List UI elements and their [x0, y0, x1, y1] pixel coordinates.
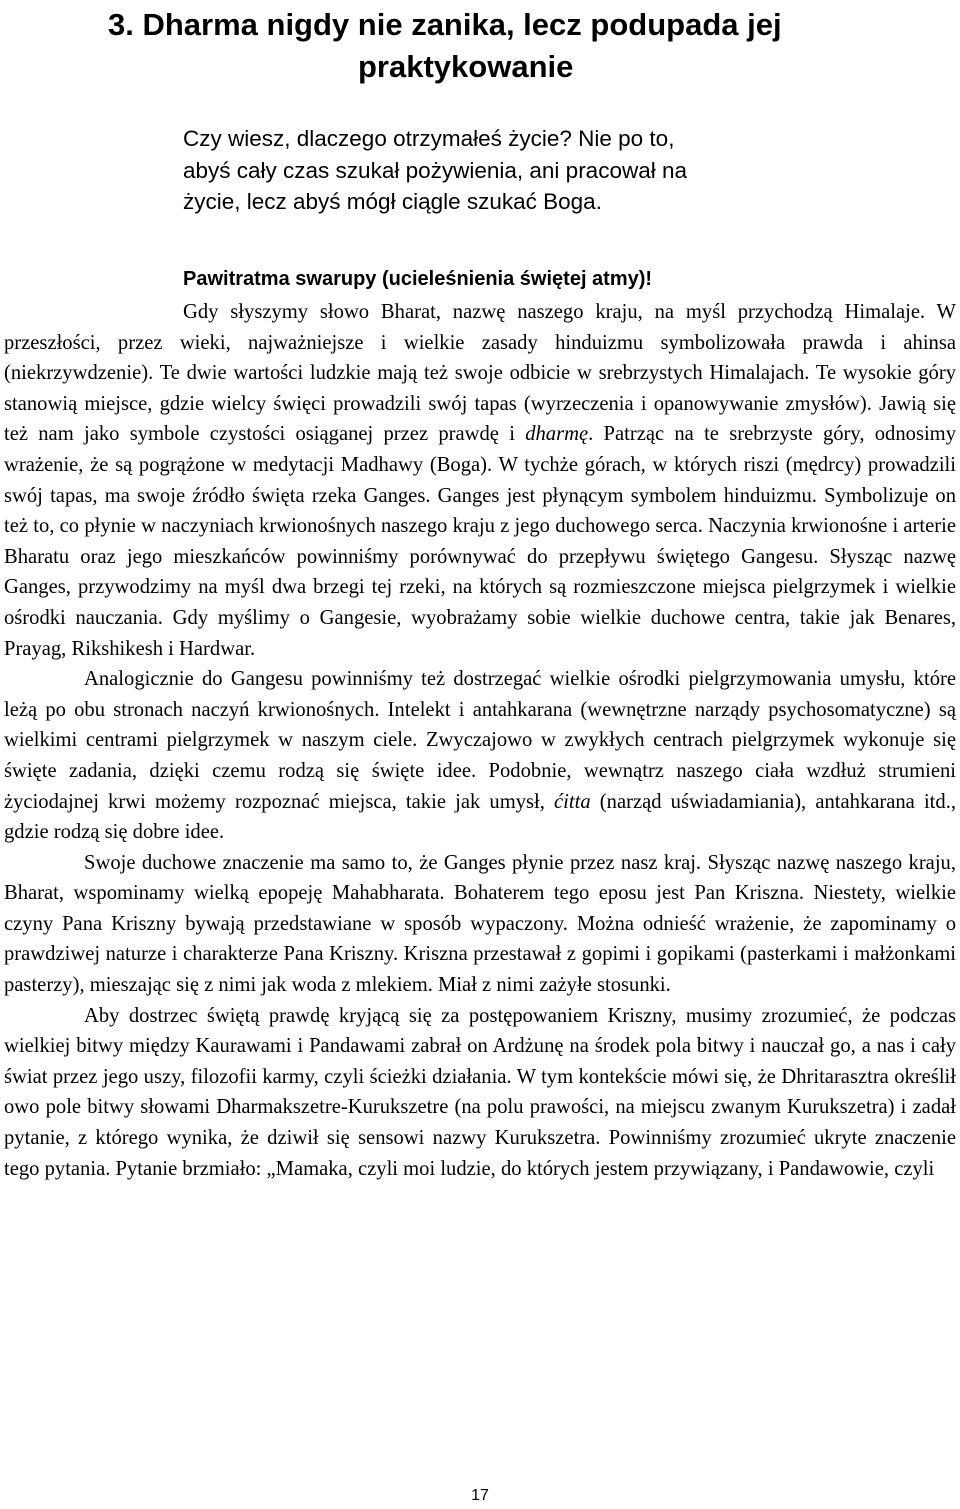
paragraph-1	[4, 297, 956, 664]
epigraph-line-1: Czy wiesz, dlaczego otrzymałeś życie? Nie po to,	[183, 126, 675, 151]
salutation-subheading: Pawitratma swarupy (ucieleśnienia świętej atmy)!	[183, 268, 653, 290]
epigraph-line-2: abyś cały czas szukał pożywienia, ani pracował na	[183, 157, 687, 183]
paragraph-2-italic-term: ćitta	[554, 790, 591, 813]
paragraph-2	[4, 664, 956, 848]
paragraph-1-text-a: Gdy słyszymy słowo Bharat, nazwę naszego kraju, na myśl przychodzą Himalaje. W przeszłości, przez wieki, najważniejsze i wielkie zasady hinduizmu symbolizowała prawda i ahinsa (niekrzywdzenie). Te dwie wartości ludzkie mają też swoje odbicie w srebrzystych Himalajach. Te wysokie góry stanowią miejsce, gdzie wielcy święci prowadzili swój tapas (wyrzeczenia i opanowywanie zmysłów). Jawią się też nam jako symbole czystości osiąganej przez prawdę i	[4, 301, 956, 446]
paragraph-2-text-a: Analogicznie do Gangesu powinniśmy też dostrzegać wielkie ośrodki pielgrzymowania umysłu, które leżą po obu stronach naczyń krwionośnych. Intelekt i antahkarana (wewnętrzne narządy psychosomatyczne) są wielkimi centrami pielgrzymek w naszym ciele. Zwyczajowo w zwykłych centrach pielgrzymek wykonuje się święte zadania, dzięki czemu rodzą się święte idee. Podobnie, wewnątrz naszego ciała wzdłuż strumieni życiodajnej krwi możemy rozpoznać miejsca, takie jak umysł,	[4, 668, 956, 813]
chapter-heading-line-2: praktykowanie	[358, 49, 574, 84]
page-number: 17	[471, 1487, 489, 1504]
body-text	[4, 297, 956, 1184]
chapter-heading-line-1: 3. Dharma nigdy nie zanika, lecz podupada jej	[108, 7, 782, 42]
paragraph-1-text-b: . Patrząc na te srebrzyste góry, odnosimy wrażenie, że są pogrążone w medytacji Madhawy (Boga). W tychże górach, w których riszi (mędrcy) prowadzili swój tapas, ma swoje źródło święta rzeka Ganges. Ganges jest płynącym symbolem hinduizmu. Symbolizuje on też to, co płynie w naczyniach krwionośnych naszego kraju z jego duchowego serca. Naczynia krwionośne i arterie Bharatu oraz jego mieszkańców powinniśmy porównywać do przepływu świętego Gangesu. Słysząc nazwę Ganges, przywodzimy na myśl dwa brzegi tej rzeki, na których są rozmieszczone miejsca pielgrzymek i wielkie ośrodki nauczania. Gdy myślimy o Gangesie, wyobrażamy sobie wielkie duchowe centra, takie jak Benares, Prayag, Rikshikesh i Hardwar.	[4, 423, 956, 660]
chapter-heading	[108, 4, 948, 88]
epigraph-line-3: życie, lecz abyś mógł ciągle szukać Boga.	[183, 189, 602, 214]
paragraph-1-italic-term: dharmę	[525, 423, 589, 446]
epigraph-quote	[183, 123, 793, 218]
paragraph-4: Aby dostrzec świętą prawdę kryjącą się za postępowaniem Kriszny, musimy zrozumieć, że podczas wielkiej bitwy między Kaurawami i Pandawami zabrał on Ardżunę na środek pola bitwy i nauczał go, a nas i cały świat przez jego uszy, filozofii karmy, czyli ścieżki działania. W tym kontekście mówi się, że Dhritarasztra określił owo pole bitwy słowami Dharmakszetre-Kurukszetre (na polu prawości, na miejscu zwanym Kurukszetra) i zadał pytanie, z którego wynika, że dziwił się sensowi nazwy Kurukszetra. Powinniśmy zrozumieć ukryte znaczenie tego pytania. Pytanie brzmiało: „Mamaka, czyli moi ludzie, do których jestem przywiązany, i Pandawowie, czyli	[4, 1004, 956, 1180]
paragraph-2-text-b: (narząd uświadamiania), antahkarana itd., gdzie rodzą się dobre idee.	[4, 790, 956, 844]
paragraph-3: Swoje duchowe znaczenie ma samo to, że Ganges płynie przez nasz kraj. Słysząc nazwę naszego kraju, Bharat, wspominamy wielką epopeję Mahabharata. Bohaterem tego eposu jest Pan Kriszna. Niestety, wielkie czyny Pana Kriszny bywają przedstawiane w sposób wypaczony. Można odnieść wrażenie, że zapominamy o prawdziwej naturze i charakterze Pana Kriszny. Kriszna przestawał z gopimi i gopikami (pasterkami i małżonkami pasterzy), mieszając się z nimi jak woda z mlekiem. Miał z nimi zażyłe stosunki.	[4, 851, 956, 997]
